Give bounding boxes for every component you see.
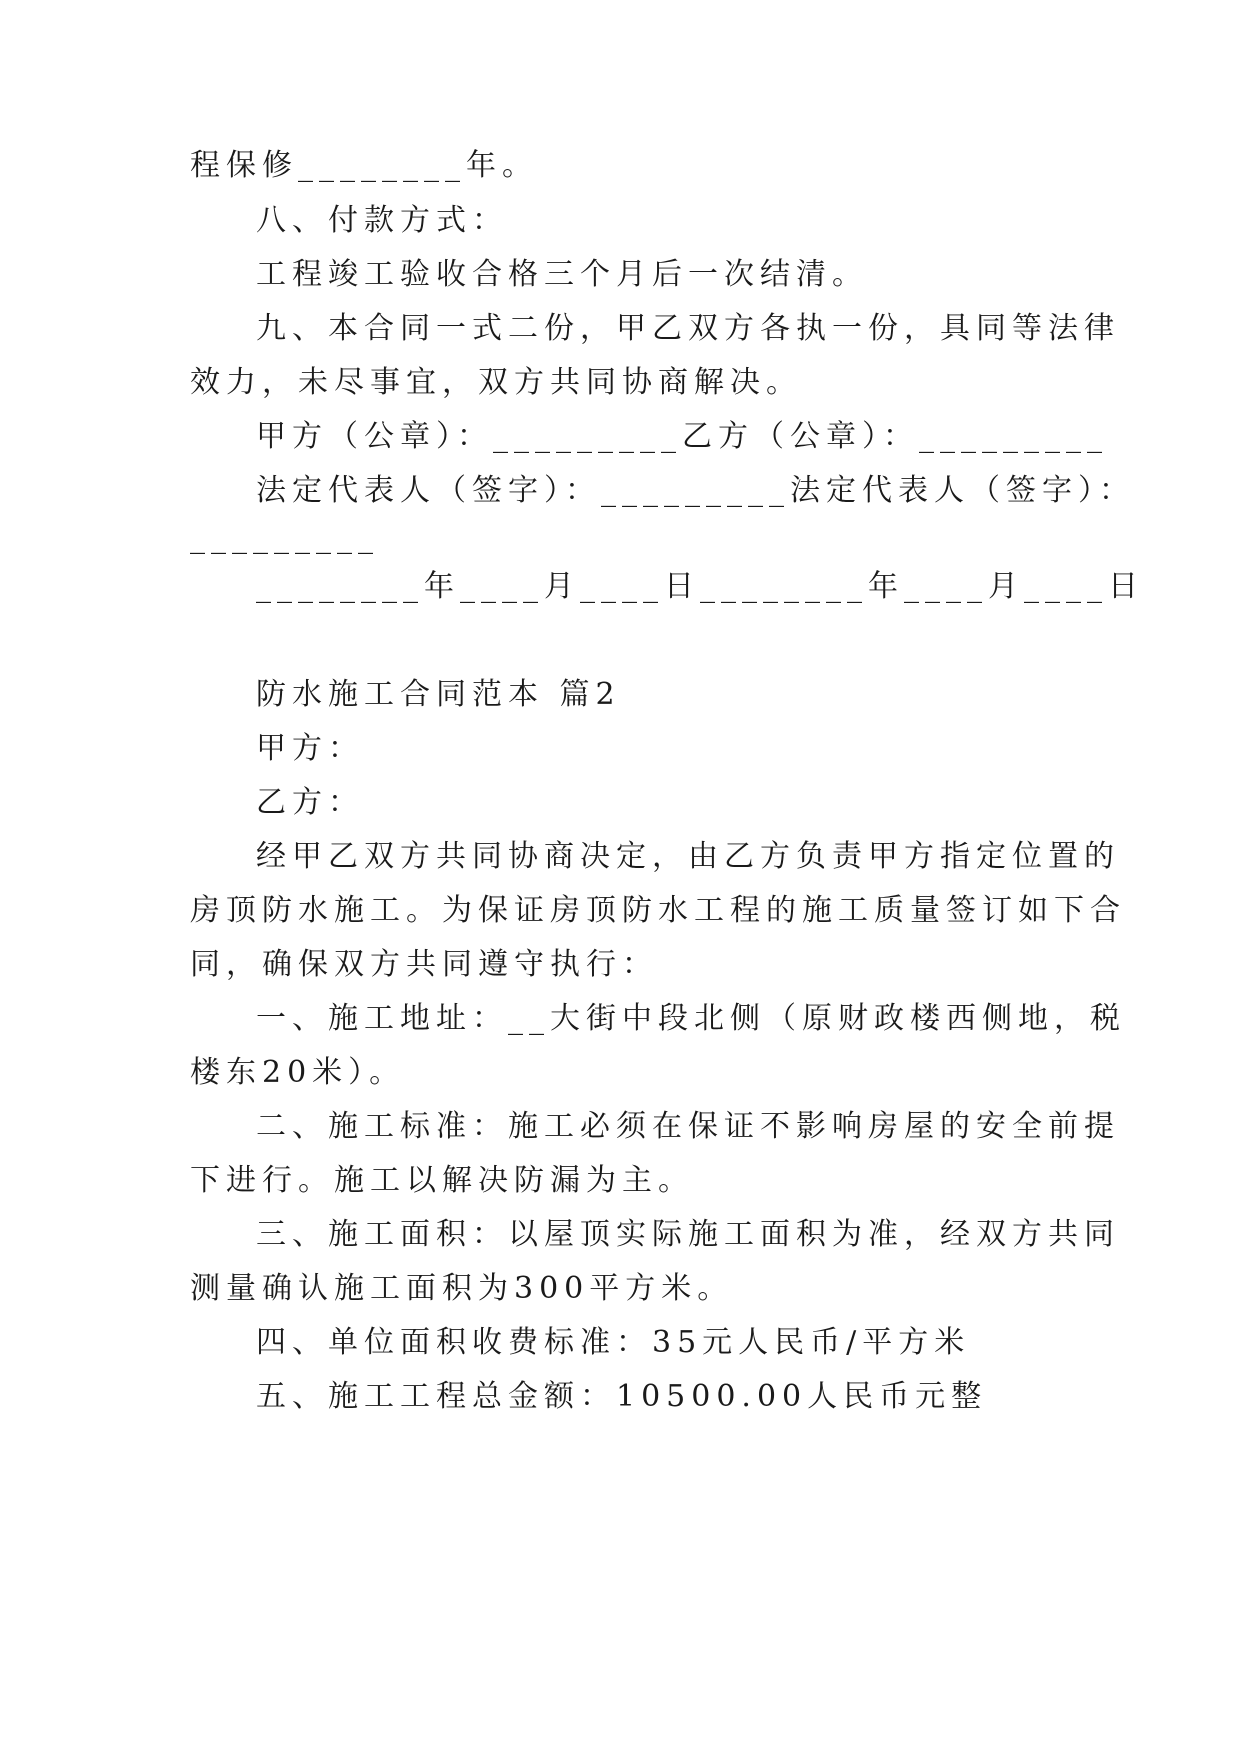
text-line: 程保修________年。 [190, 148, 538, 183]
text-line: 八、付款方式： [256, 203, 508, 238]
text-line: 房顶防水施工。为保证房顶防水工程的施工质量签订如下合 [190, 893, 1126, 928]
text-line: 甲方： [256, 731, 364, 766]
text-line: 经甲乙双方共同协商决定，由乙方负责甲方指定位置的 [256, 839, 1120, 874]
text-line: 九、本合同一式二份，甲乙双方各执一份，具同等法律 [256, 311, 1120, 346]
section-heading: 防水施工合同范本 篇2 [256, 677, 621, 712]
text-line: 五、施工工程总金额：10500.00人民币元整 [256, 1379, 988, 1414]
text-line: 三、施工面积：以屋顶实际施工面积为准，经双方共同 [256, 1217, 1120, 1252]
text-line: 甲方（公章）：_________乙方（公章）：_________ [256, 419, 1108, 454]
text-line: 一、施工地址：__大街中段北侧（原财政楼西侧地，税 [256, 1001, 1126, 1036]
text-line: 工程竣工验收合格三个月后一次结清。 [256, 257, 868, 292]
text-line: 乙方： [256, 785, 364, 820]
text-line: _________ [190, 520, 379, 555]
text-line: 四、单位面积收费标准：35元人民币/平方米 [256, 1325, 971, 1360]
text-line: 测量确认施工面积为300平方米。 [190, 1271, 734, 1306]
text-line: 法定代表人（签字）：_________法定代表人（签字）： [256, 473, 1135, 508]
text-line: 下进行。施工以解决防漏为主。 [190, 1163, 694, 1198]
text-line: 楼东20米）。 [190, 1055, 406, 1090]
text-line: ________年____月____日________年____月____日 [256, 569, 1144, 604]
text-line: 效力，未尽事宜，双方共同协商解决。 [190, 365, 802, 400]
text-line: 二、施工标准：施工必须在保证不影响房屋的安全前提 [256, 1109, 1120, 1144]
text-line: 同，确保双方共同遵守执行： [190, 947, 658, 982]
